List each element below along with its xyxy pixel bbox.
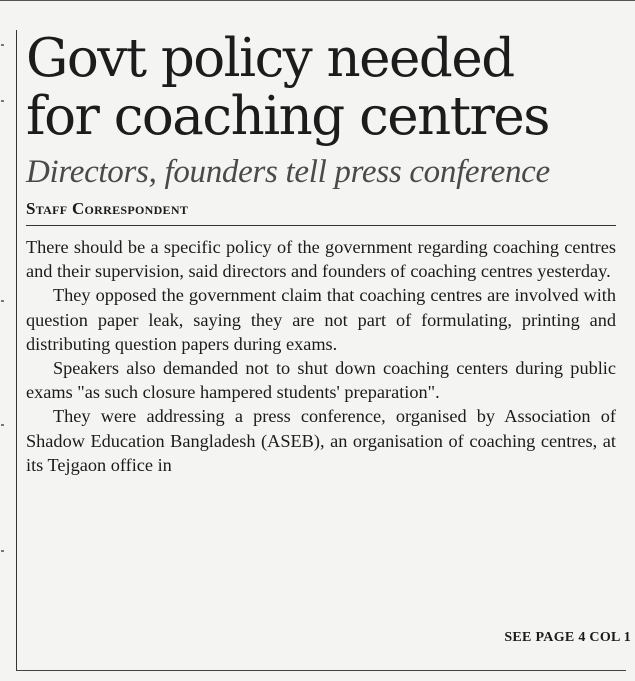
- continuation-note: SEE PAGE 4 COL 1: [504, 630, 631, 645]
- paragraph-2: They opposed the government claim that coaching centres are involved with question paper leak, saying they are not part of formulating, printing and distributing question papers during exams.: [26, 285, 616, 354]
- headline-line-1: Govt policy needed: [26, 28, 514, 89]
- paragraph-3: Speakers also demanded not to shut down coaching centers during public exams "as such closure hampered students' preparation".: [26, 358, 616, 403]
- page-top-edge: [0, 0, 635, 1]
- byline: Staff Correspondent: [26, 199, 189, 218]
- subheadline: Directors, founders tell press conference: [26, 154, 550, 190]
- byline-divider: [26, 225, 616, 226]
- column-rule-bottom: [16, 670, 626, 671]
- headline: [26, 30, 616, 146]
- paragraph-4: They were addressing a press conference, organised by Association of Shadow Education Bangladesh (ASEB), an organisation of coaching centres, at its Tejgaon office in: [26, 406, 616, 475]
- article-body: [26, 235, 616, 477]
- paragraph-1: There should be a specific policy of the government regarding coaching centres and their supervision, said directors and founders of coaching centres yesterday.: [26, 237, 616, 282]
- news-article: [26, 30, 616, 477]
- headline-line-2: for coaching centres: [26, 86, 549, 147]
- column-rule-left: [16, 30, 17, 670]
